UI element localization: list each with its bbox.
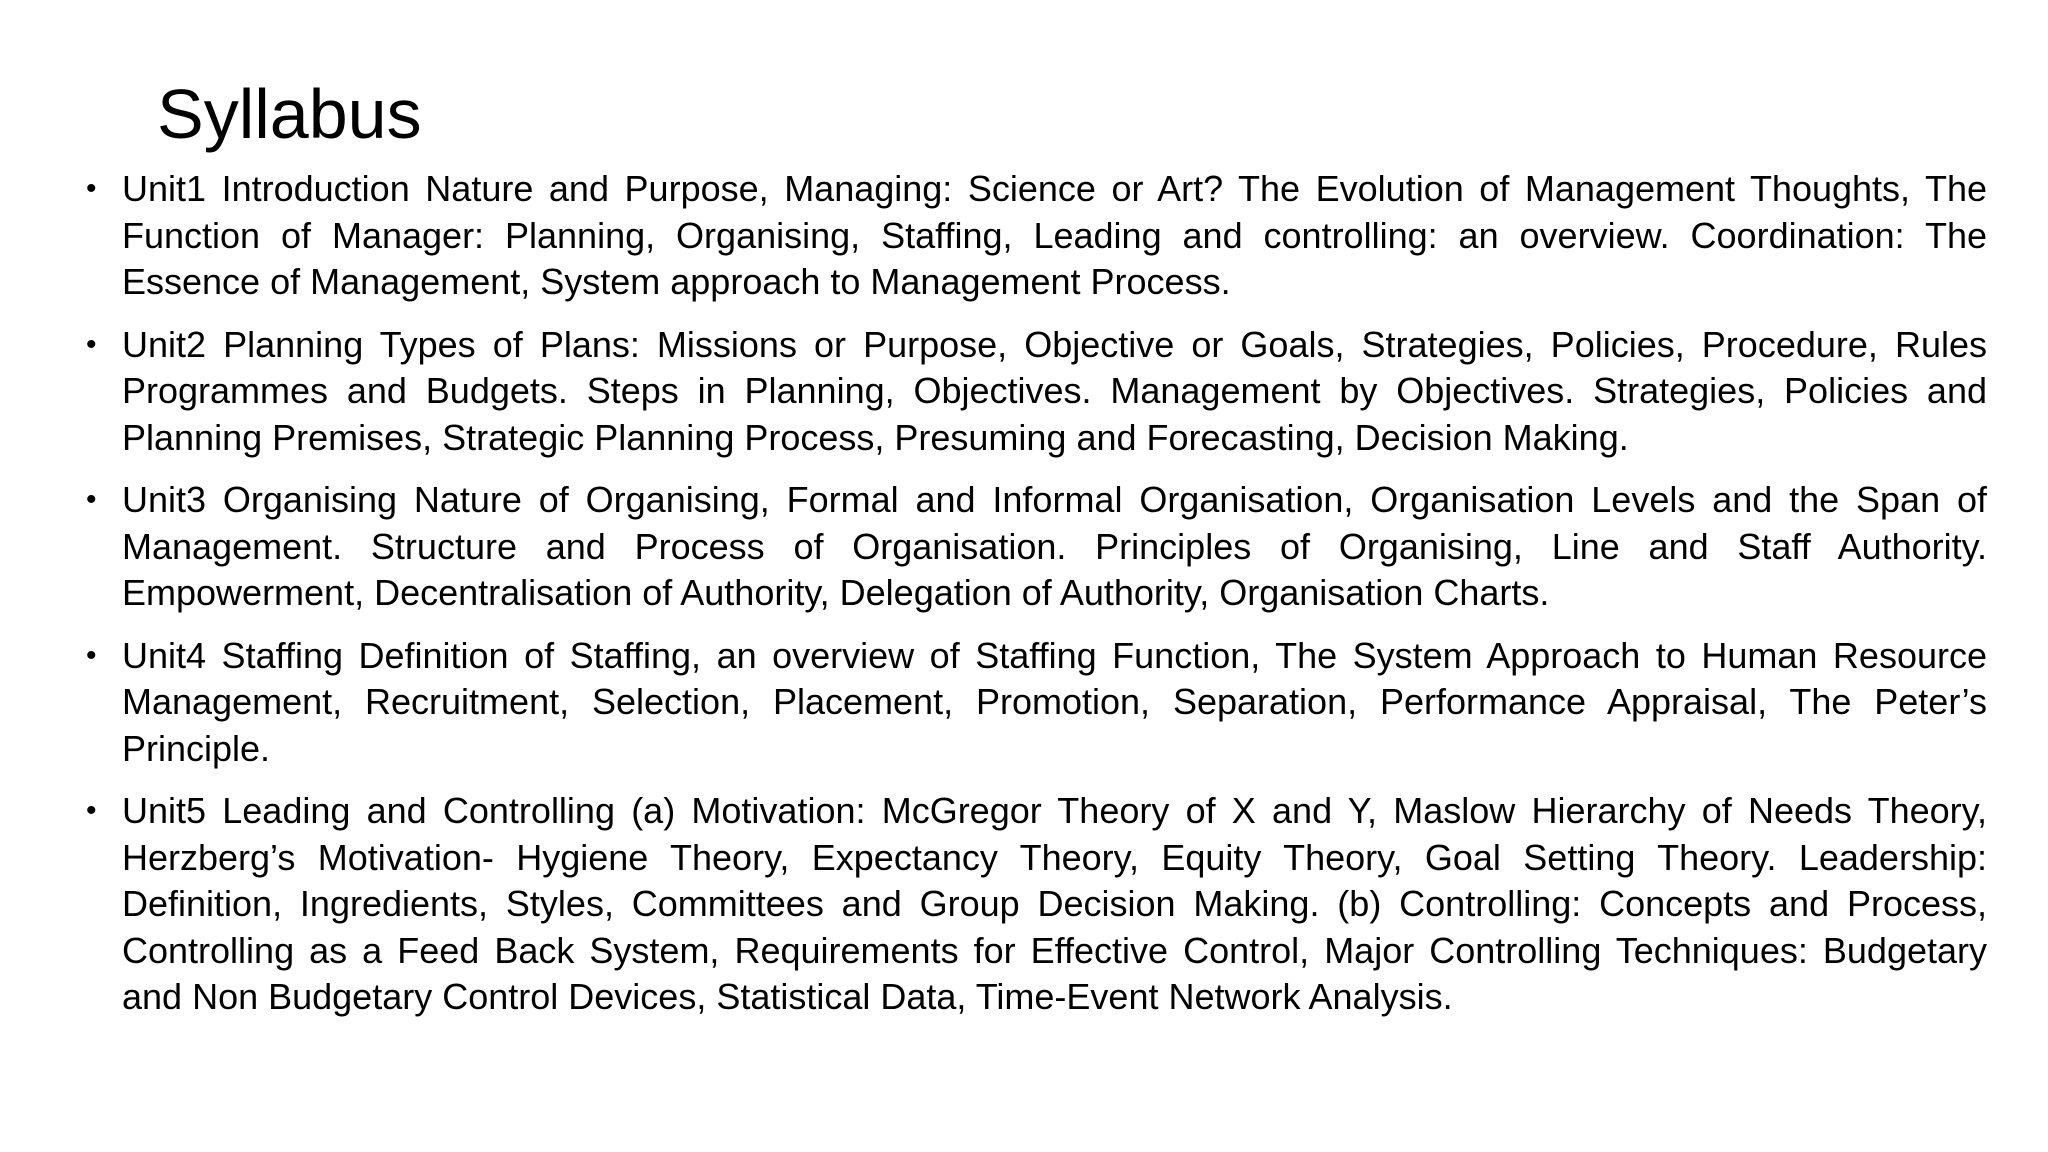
bullet-item-unit1 bbox=[82, 166, 1987, 306]
slide-title: Syllabus bbox=[157, 75, 422, 153]
bullet-item-unit2 bbox=[82, 322, 1987, 462]
bullet-dot-icon: • bbox=[86, 794, 97, 827]
bullet-dot-icon: • bbox=[86, 638, 97, 672]
bullet-text-unit3: Unit3 Organising Nature of Organising, Formal and Informal Organisation, Organisation Levels and the Span of Management. Structure and Process of Organisation. Principles of Organising, Line and Staff Authority. Empowerment, Decentralisation of Authority, Delegation of Authority, Organisation Charts. bbox=[122, 479, 1987, 613]
syllabus-bullet-list bbox=[82, 166, 1987, 1037]
bullet-item-unit5 bbox=[82, 788, 1987, 1021]
bullet-dot-icon: • bbox=[86, 327, 97, 361]
bullet-text-unit1: Unit1 Introduction Nature and Purpose, Managing: Science or Art? The Evolution of Management Thoughts, The Function of Manager: Planning, Organising, Staffing, Leading and controlling: an overview. Coordination: The Essence of Management, System approach to Management Process. bbox=[122, 168, 1987, 302]
bullet-text-unit4: Unit4 Staffing Definition of Staffing, an overview of Staffing Function, The System Approach to Human Resource Management, Recruitment, Selection, Placement, Promotion, Separation, Performance Appraisal, The Peter’s Principle. bbox=[122, 634, 1987, 769]
bullet-item-unit3 bbox=[82, 477, 1987, 617]
bullet-text-unit2: Unit2 Planning Types of Plans: Missions or Purpose, Objective or Goals, Strategies, Policies, Procedure, Rules Programmes and Budgets. Steps in Planning, Objectives. Management by Objectives. Strategies, Policies and Planning Premises, Strategic Planning Process, Presuming and Forecasting, Decision Making. bbox=[122, 323, 1987, 458]
bullet-dot-icon: • bbox=[86, 483, 97, 516]
bullet-text-unit5: Unit5 Leading and Controlling (a) Motivation: McGregor Theory of X and Y, Maslow Hierarchy of Needs Theory, Herzberg’s Motivation- Hygiene Theory, Expectancy Theory, Equity Theory, Goal Setting Theory. Leadership: Definition, Ingredients, Styles, Committees and Group Decision Making. (b) Controlling: Concepts and Process, Controlling as a Feed Back System, Requirements for Effective Control, Major Controlling Techniques: Budgetary and Non Budgetary Control Devices, Statistical Data, Time-Event Network Analysis. bbox=[122, 790, 1987, 1017]
bullet-dot-icon: • bbox=[86, 172, 97, 205]
bullet-item-unit4 bbox=[82, 633, 1987, 773]
